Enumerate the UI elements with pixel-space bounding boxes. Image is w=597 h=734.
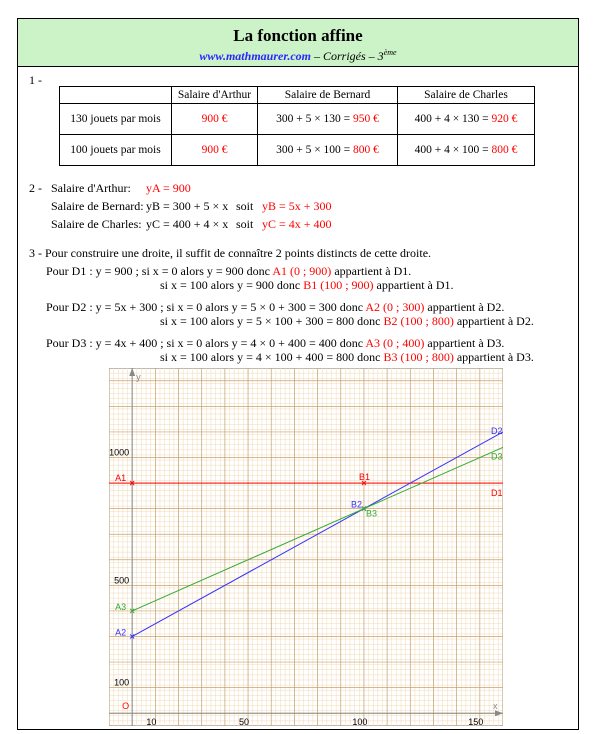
table-row	[60, 104, 535, 135]
q2-charles-expr: yC = 400 + 4 × x	[146, 217, 229, 231]
bernard-value: 800 €	[353, 144, 379, 156]
x-tick-label: 100	[352, 717, 368, 726]
q1-label: 1 -	[29, 73, 42, 87]
arthur-value: 900 €	[172, 104, 258, 135]
charles-value: 920 €	[491, 113, 518, 125]
point-label-b3: B3	[365, 508, 377, 519]
page-title: La fonction affine	[233, 26, 363, 45]
q2-charles-eq: yC = 4x + 400	[262, 217, 332, 231]
charles-cell	[398, 135, 535, 166]
charles-expr: 400 + 4 × 100 =	[414, 144, 492, 156]
q2-bernard-eq: yB = 5x + 300	[262, 199, 332, 213]
q2-arthur-label: Salaire d'Arthur:	[51, 181, 131, 195]
subtitle-rest: – Corrigés – 3	[311, 49, 384, 63]
series-label-d1: D1	[491, 488, 503, 499]
x-tick-label: 10	[146, 717, 157, 726]
q2-charles-label: Salaire de Charles:	[51, 217, 142, 231]
q2-soit-2: soit	[236, 217, 254, 231]
bernard-value: 950 €	[353, 113, 379, 125]
table-header-empty	[60, 87, 172, 104]
q3-intro: 3 - Pour construire une droite, il suffit de connaître 2 points distincts de cette droite.	[29, 246, 432, 260]
arthur-value: 900 €	[172, 135, 258, 166]
table-header-bernard: Salaire de Bernard	[258, 87, 398, 104]
table-row	[60, 135, 535, 166]
bernard-expr: 300 + 5 × 130 =	[276, 113, 354, 125]
q2-bernard-label: Salaire de Bernard:	[51, 199, 144, 213]
point-label-a2: A2	[115, 627, 127, 638]
bernard-expr: 300 + 5 × 100 =	[276, 144, 354, 156]
bernard-cell	[258, 104, 398, 135]
series-label-d2: D2	[491, 425, 503, 436]
q3-d3-line2: si x = 100 alors y = 4 × 100 + 400 = 800 donc B3 (100 ; 800) appartient à D3.	[160, 350, 534, 364]
q3-d2-line2: si x = 100 alors y = 5 × 100 + 300 = 800 donc B2 (100 ; 800) appartient à D2.	[160, 314, 534, 328]
charles-cell	[398, 104, 535, 135]
x-tick-label: 50	[239, 717, 250, 726]
q3-d1-line1: Pour D1 : y = 900 ; si x = 0 alors y = 900 donc A1 (0 ; 900) appartient à D1.	[46, 264, 412, 278]
site-link[interactable]: www.mathmaurer.com	[199, 49, 311, 63]
charles-expr: 400 + 4 × 130 =	[414, 113, 492, 125]
x-axis-label: x	[493, 701, 498, 712]
q2-soit-1: soit	[236, 199, 254, 213]
y-tick-label: 1000	[109, 447, 130, 458]
y-axis-label: y	[136, 372, 141, 382]
q3-d2-line1: Pour D2 : y = 5x + 300 ; si x = 0 alors y = 5 × 0 + 300 = 300 donc A2 (0 ; 300) appartient à D2.	[46, 300, 505, 314]
x-tick-label: 150	[468, 717, 484, 726]
row-label: 130 jouets par mois	[60, 104, 172, 135]
point-label-b2: B2	[350, 499, 362, 510]
series-label-d3: D3	[491, 451, 503, 462]
row-label: 100 jouets par mois	[60, 135, 172, 166]
salary-table	[59, 86, 535, 166]
bernard-cell	[258, 135, 398, 166]
table-header-charles: Salaire de Charles	[398, 87, 535, 104]
table-header-arthur: Salaire d'Arthur	[172, 87, 258, 104]
q2-label: 2 -	[29, 181, 42, 195]
point-label-b1: B1	[358, 472, 370, 483]
charles-value: 800 €	[491, 144, 518, 156]
q2-bernard-expr: yB = 300 + 5 × x	[146, 199, 229, 213]
function-graph	[109, 368, 503, 726]
q2-arthur-eq: yA = 900	[146, 181, 191, 195]
point-label-a3: A3	[115, 601, 127, 612]
origin-label: O	[122, 701, 130, 712]
q3-d1-line2: si x = 100 alors y = 900 donc B1 (100 ; 900) appartient à D1.	[160, 278, 454, 292]
page-header	[17, 18, 579, 67]
point-label-a1: A1	[115, 473, 127, 484]
y-tick-label: 100	[114, 677, 130, 688]
subtitle-sup: ème	[383, 48, 397, 57]
page-subtitle	[18, 48, 578, 64]
q3-d3-line1: Pour D3 : y = 4x + 400 ; si x = 0 alors y = 4 × 0 + 400 = 400 donc A3 (0 ; 400) appartient à D3.	[46, 336, 505, 350]
y-tick-label: 500	[114, 575, 130, 586]
